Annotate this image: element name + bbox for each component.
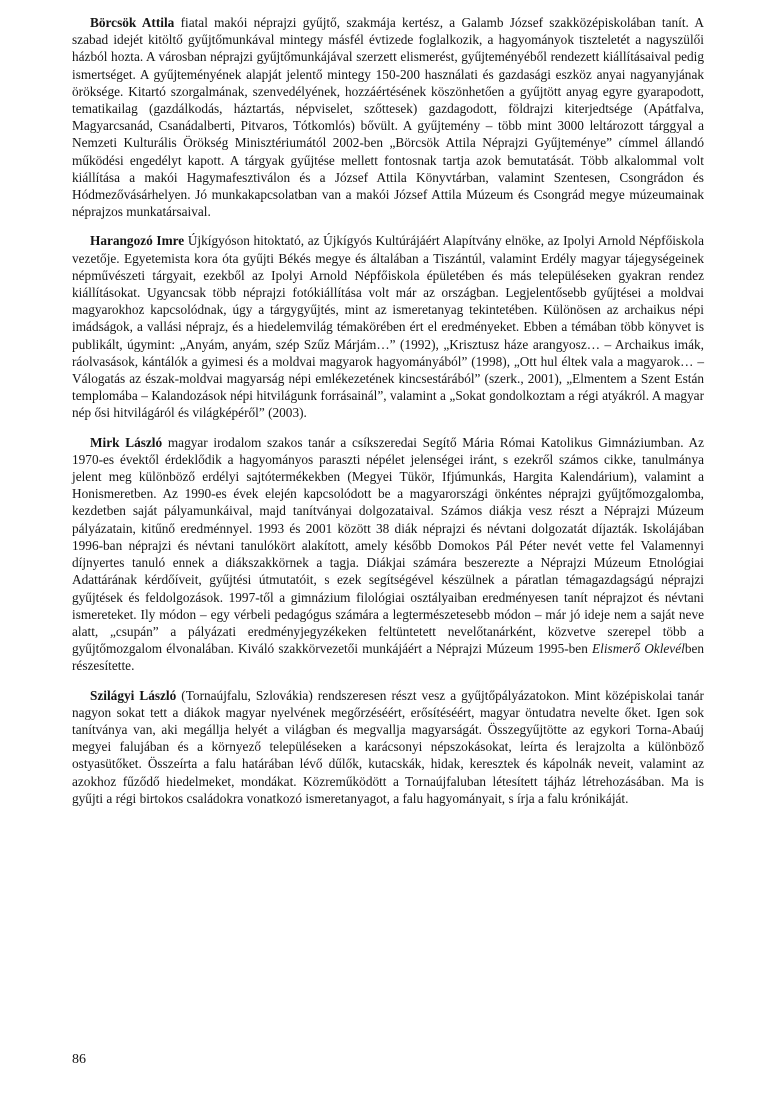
entry-text: magyar irodalom szakos tanár a csíkszeredai Segítő Mária Római Katolikus Gimnáziumban. Az 1970-es évektől érdeklődik a hagyományos paraszti népélet jelenségei iránt, s ezekről számos cikke, tanulmánya jelent meg különböző erdélyi sajtótermékekben (Megyei Tükör, Ifjúmunkás, Hargita Kalendárium), valamint a Honismeretben. Az 1990-es évek elején kapcsolódott be a magyarországi önkéntes néprajzi gyűjtőmozgalomba, kezdetben saját pályamunkáival, majd tanítványai dolgozataival. Számos diákja vesz részt a Néprajzi Múzeum pályázatain, kitűnő eredménnyel. 1993 és 2001 között 38 diák néprajzi és névtani dolgozatát díjazták. Iskolájában 1996-ban néprajzi és névtani tanulókört alakított, amely később Domokos Pál Péter nevét vette fel Valamennyi díjnyertes tanuló ennek a diákszakkörnek a tagja. Diákjai számára beszerezte a Néprajzi Múzeum Etnológiai Adattárának kérdőíveit, gyűjtési útmutatóit, s ezek segítségével készülnek a páratlan témagazdagságú néprajzi gyűjtések és feldolgozások. 1997-től a gimnázium filológiai osztályaiban eredményesen tanít néprajzot és névtani ismereteket. Ily módon – egy vérbeli pedagógus számára a legtermészetesebb módon – már jó ideje nem a saját neve alatt, „csupán” a pályázati eredményjegyzékeken feltüntetett nevelőtanárként, közvetve szerepel több a gyűjtőmozgalom élvonalában. Kiváló szakkörvezetői munkájáért a Néprajzi Múzeum 1995-ben	[72, 434, 704, 657]
entry-text: Újkígyóson hitoktató, az Újkígyós Kultúrájáért Alapítvány elnöke, az Ipolyi Arnold Népfőiskola vezetője. Egyetemista kora óta gyűjti Békés megye és általában a Tiszántúl, valamint Erdély magyar tájegységeinek népművészeti tárgyait, ezekből az Ipolyi Arnold Népfőiskola épületében és más településeken gyakran rendez kiállításokat. Ugyancsak több néprajzi fotókiállítása volt már az országban. Legjelentősebb gyűjtései a moldvai magyarokhoz kapcsolódnak, úgy a tárgygyűjtés, mint az ismeretanyag tekintetében. Különösen az archaikus népi imádságok, a vallási néprajz, és a hiedelemvilág témakörében ért el eredményeket. Ebben a témában több könyvet is publikált, úgymint: „Anyám, anyám, szép Szűz Márjám…” (1992), „Krisztusz háze arangyosz… – Archaikus imák, ráolvasások, kántálók a gyimesi és a moldvai magyarok hagyományából” (1998), „Ott hul éltek vala a magyarok… – Válogatás az észak-moldvai magyarság népi emlékezetének kincsestárából” (szerk., 2001), „Elmentem a Szent Están templomába – Kalandozások népi hitvilágunk forrásainál”, valamint a „Sokat gondolkoztam a régi atyákról. A magyar nép ősi hitvilágáról és világképéről” (2003).	[72, 233, 704, 421]
entry-borcsok-attila	[72, 14, 704, 220]
entry-text: (Tornaújfalu, Szlovákia) rendszeresen részt vesz a gyűjtőpályázatokon. Mint középiskolai tanár nagyon sokat tett a diákok magyar nyelvének megőrzéséért, erősítéséért, magyar öntudatra nevelte őket. Igen sok tanítványa van, aki megállja helyét a világban és megvallja magyarságát. Összegyűjtötte az egykori Torna-Abaúj megyei falujában és a környező településeken a karácsonyi népszokásokat, leírta és lerajzolta a különböző ostyasütőket. Összeírta a falu határában lévő dűlők, kutacskák, hidak, keresztek és kápolnák neveit, valamint az azokhoz fűződő hiedelmeket, mondákat. Közreműködött a Tornaújfaluban létesített tájház létrehozásában. Ma is gyűjti a régi birtokos családokra vonatkozó ismeretanyagot, a falu hagyományait, s írja a falu krónikáját.	[72, 687, 704, 806]
page-number: 86	[72, 1052, 86, 1067]
entry-szilagyi-laszlo	[72, 687, 704, 807]
person-name: Szilágyi László	[90, 687, 177, 703]
person-name: Börcsök Attila	[90, 15, 175, 30]
person-name: Harangozó Imre	[90, 233, 185, 249]
entry-text: fiatal makói néprajzi gyűjtő, szakmája kertész, a Galamb József szakközépiskolában tanít. A szabad idejét kitöltő gyűjtőmunkával mintegy másfél évtizede foglalkozik, a hagyományok tiszteletét a nagyszülői házból hozta. A városban néprajzi gyűjtőmunkájával szerzett elismerést, gyűjteményéből rendezett kiállításaival pedig ismertséget. A gyűjteményének alapját jelentő mintegy 150-200 használati és gazdasági eszköz anyai nagyanyjának öröksége. Kitartó szorgalmának, szenvedélyének, hozzáértésének köszönhetően a gyűjtött anyag egyre gyarapodott, tematikailag (gazdálkodás, háztartás, népviselet, szőttesek) gazdagodott, földrajzi kiterjedtsége (Apátfalva, Magyarcsanád, Csanádalberti, Pitvaros, Tótkomlós) bővült. A gyűjtemény – több mint 3000 leltározott tárggyal a Nemzeti Kulturális Örökség Minisztériumától 2002-ben „Börcsök Attila Néprajzi Gyűjteménye” címmel állandó működési engedélyt kapott. A tárgyak gyűjtése mellett fontosnak tartja azok bemutatását. Több alkalommal volt kiállítása a makói Hagymafesztiválon és a József Attila Könyvtárban, valamint Szentesen, Csongrádon és Hódmezővásárhelyen. Jó munkakapcsolatban van a makói József Attila Múzeum és Csongrád megye múzeumainak néprajzos munkatársaival.	[72, 15, 704, 220]
person-name: Mirk László	[90, 434, 163, 450]
entry-text-tail: ben részesítette.	[72, 641, 705, 674]
award-title: Elismerő Oklevél	[592, 641, 685, 657]
entry-mirk-laszlo	[72, 434, 704, 675]
entry-harangozo-imre	[72, 232, 704, 421]
document-page	[72, 14, 704, 819]
